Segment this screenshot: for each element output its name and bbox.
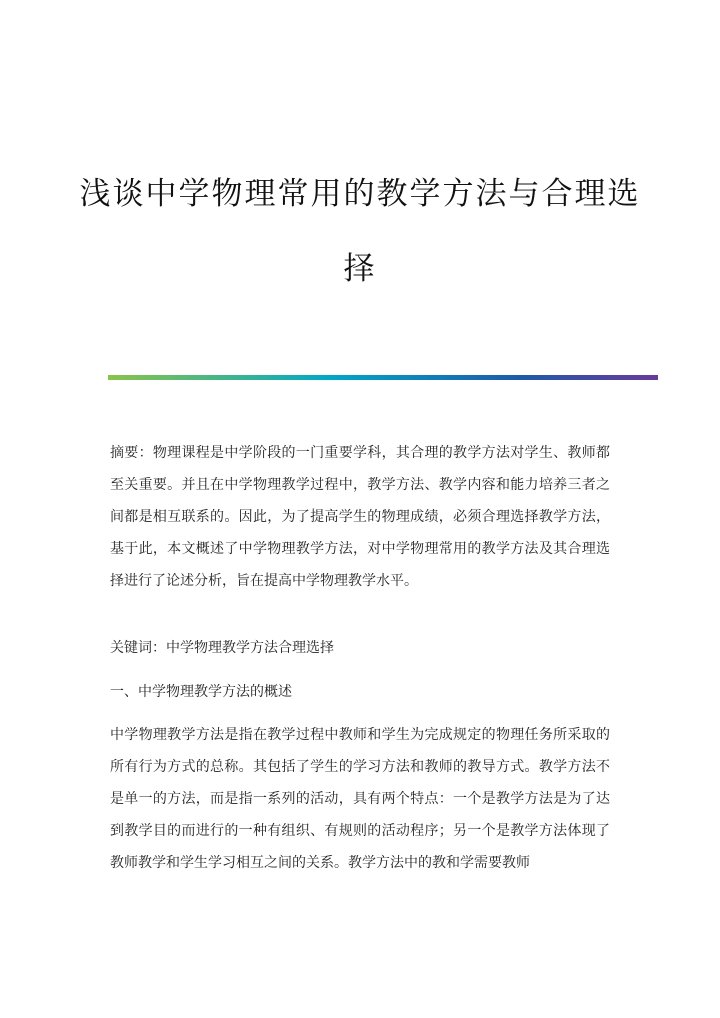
abstract-block: [110, 437, 610, 597]
document-title-line-1: 浅谈中学物理常用的教学方法与合理选: [79, 176, 641, 212]
abstract-paragraph: 摘要：物理课程是中学阶段的一门重要学科，其合理的教学方法对学生、教师都至关重要。并且在中学物理教学过程中，教学方法、教学内容和能力培养三者之间都是相互联系的。因此，为了提高学生的物理成绩，必须合理选择教学方法，基于此，本文概述了中学物理教学方法，对中学物理常用的教学方法及其合理选择进行了论述分析，旨在提高中学物理教学水平。: [110, 445, 610, 589]
section-1-heading: 一、中学物理教学方法的概述: [110, 684, 292, 700]
keywords-block: [110, 632, 610, 664]
document-title-line-2: 择: [343, 251, 377, 287]
section-1-body: [110, 719, 610, 879]
section-1-paragraph: 中学物理教学方法是指在教学过程中教师和学生为完成规定的物理任务所采取的所有行为方式的总称。其包括了学生的学习方法和教师的教导方式。教学方法不是单一的方法，而是指一系列的活动，具有两个特点：一个是教学方法是为了达到教学目的而进行的一种有组织、有规则的活动程序；另一个是教学方法体现了教师教学和学生学习相互之间的关系。教学方法中的教和学需要教师: [110, 727, 610, 871]
section-heading-block: [110, 676, 610, 708]
keywords-line: 关键词：中学物理教学方法合理选择: [110, 640, 334, 656]
gradient-divider: [108, 375, 658, 380]
